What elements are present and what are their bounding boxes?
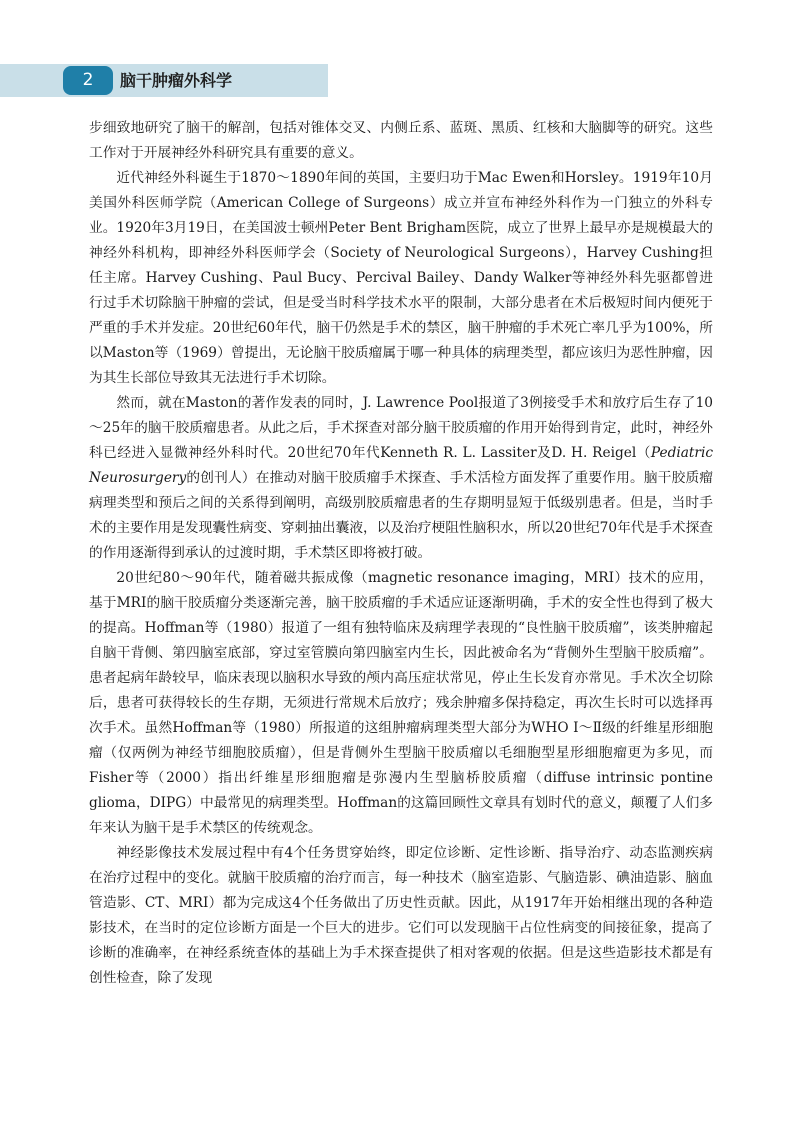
running-title: 脑干肿瘤外科学 — [120, 71, 233, 90]
text-segment: 20世纪80～90年代，随着磁共振成像（magnetic resonance imaging，MRI）技术的应用，基于MRI的脑干胶质瘤分类逐渐完善，脑干胶质瘤的手术适应证逐渐明确，手术的安全性也得到了极大的提高。Hoffman等（1980）报道了一组有独特临床及病理学表现的“良性脑干胶质瘤”，该类肿瘤起自脑干背侧、第四脑室底部，穿过室管膜向第四脑室内生长，因此被命名为“背侧外生型脑干胶质瘤”。患者起病年龄较早，临床表现以脑积水导致的颅内高压症状常见，停止生长发育亦常见。手术次全切除后，患者可获得较长的生存期，无须进行常规术后放疗；残余肿瘤多保持稳定，再次生长时可以选择再次手术。虽然Hoffman等（1980）所报道的这组肿瘤病理类型大部分为WHO Ⅰ～Ⅱ级的纤维星形细胞瘤（仅两例为神经节细胞胶质瘤），但是背侧外生型脑干胶质瘤以毛细胞型星形细胞瘤更为多见，而Fisher等（2000）指出纤维星形细胞瘤是弥漫内生型脑桥胶质瘤（diffuse intrinsic pontine glioma，DIPG）中最常见的病理类型。Hoffman的这篇回顾性文章具有划时代的意义，颠覆了人们多年来认为脑干是手术禁区的传统观念。 — [89, 570, 713, 836]
paragraph — [89, 116, 713, 166]
text-segment: 近代神经外科诞生于1870～1890年间的英国，主要归功于Mac Ewen和Horsley。1919年10月美国外科医师学院（American College of Surgeons）成立并宣布神经外科作为一门独立的外科专业。1920年3月19日，在美国波士顿州Peter Bent Brigham医院，成立了世界上最早亦是规模最大的神经外科机构，即神经外科医师学会（Society of Neurological Surgeons），Harvey Cushing担任主席。Harvey Cushing、Paul Bucy、Percival Bailey、Dandy Walker等神经外科先驱都曾进行过手术切除脑干肿瘤的尝试，但是受当时科学技术水平的限制，大部分患者在术后极短时间内便死于严重的手术并发症。20世纪60年代，脑干仍然是手术的禁区，脑干肿瘤的手术死亡率几乎为100%，所以Maston等（1969）曾提出，无论脑干胶质瘤属于哪一种具体的病理类型，都应该归为恶性肿瘤，因为其生长部位导致其无法进行手术切除。 — [89, 170, 713, 386]
paragraph — [89, 166, 713, 391]
paragraph — [89, 566, 713, 841]
journal-title: Pediatric Neurosurgery — [89, 445, 713, 486]
text-segment: 步细致地研究了脑干的解剖，包括对锥体交叉、内侧丘系、蓝斑、黑质、红核和大脑脚等的研究。这些工作对于开展神经外科研究具有重要的意义。 — [89, 120, 713, 161]
text-segment: 然而，就在Maston的著作发表的同时，J. Lawrence Pool报道了3例接受手术和放疗后生存了10～25年的脑干胶质瘤患者。从此之后，手术探查对部分脑干胶质瘤的作用开始得到肯定，此时，神经外科已经进入显微神经外科时代。20世纪70年代Kenneth R. L. Lassiter及D. H. Reigel（ — [89, 395, 713, 461]
paragraph — [89, 841, 713, 991]
page-number: 2 — [63, 66, 113, 95]
text-segment: 神经影像技术发展过程中有4个任务贯穿始终，即定位诊断、定性诊断、指导治疗、动态监测疾病在治疗过程中的变化。就脑干胶质瘤的治疗而言，每一种技术（脑室造影、气脑造影、碘油造影、脑血管造影、CT、MRI）都为完成这4个任务做出了历史性贡献。因此，从1917年开始相继出现的各种造影技术，在当时的定位诊断方面是一个巨大的进步。它们可以发现脑干占位性病变的间接征象，提高了诊断的准确率，在神经系统查体的基础上为手术探查提供了相对客观的依据。但是这些造影技术都是有创性检查，除了发现 — [89, 845, 713, 986]
paragraph — [89, 391, 713, 566]
body-text — [89, 116, 713, 991]
text-segment: 的创刊人）在推动对脑干胶质瘤手术探查、手术活检方面发挥了重要作用。脑干胶质瘤病理类型和预后之间的关系得到阐明，高级别胶质瘤患者的生存期明显短于低级别患者。但是，当时手术的主要作用是发现囊性病变、穿刺抽出囊液，以及治疗梗阻性脑积水，所以20世纪70年代是手术探查的作用逐渐得到承认的过渡时期，手术禁区即将被打破。 — [89, 470, 713, 561]
